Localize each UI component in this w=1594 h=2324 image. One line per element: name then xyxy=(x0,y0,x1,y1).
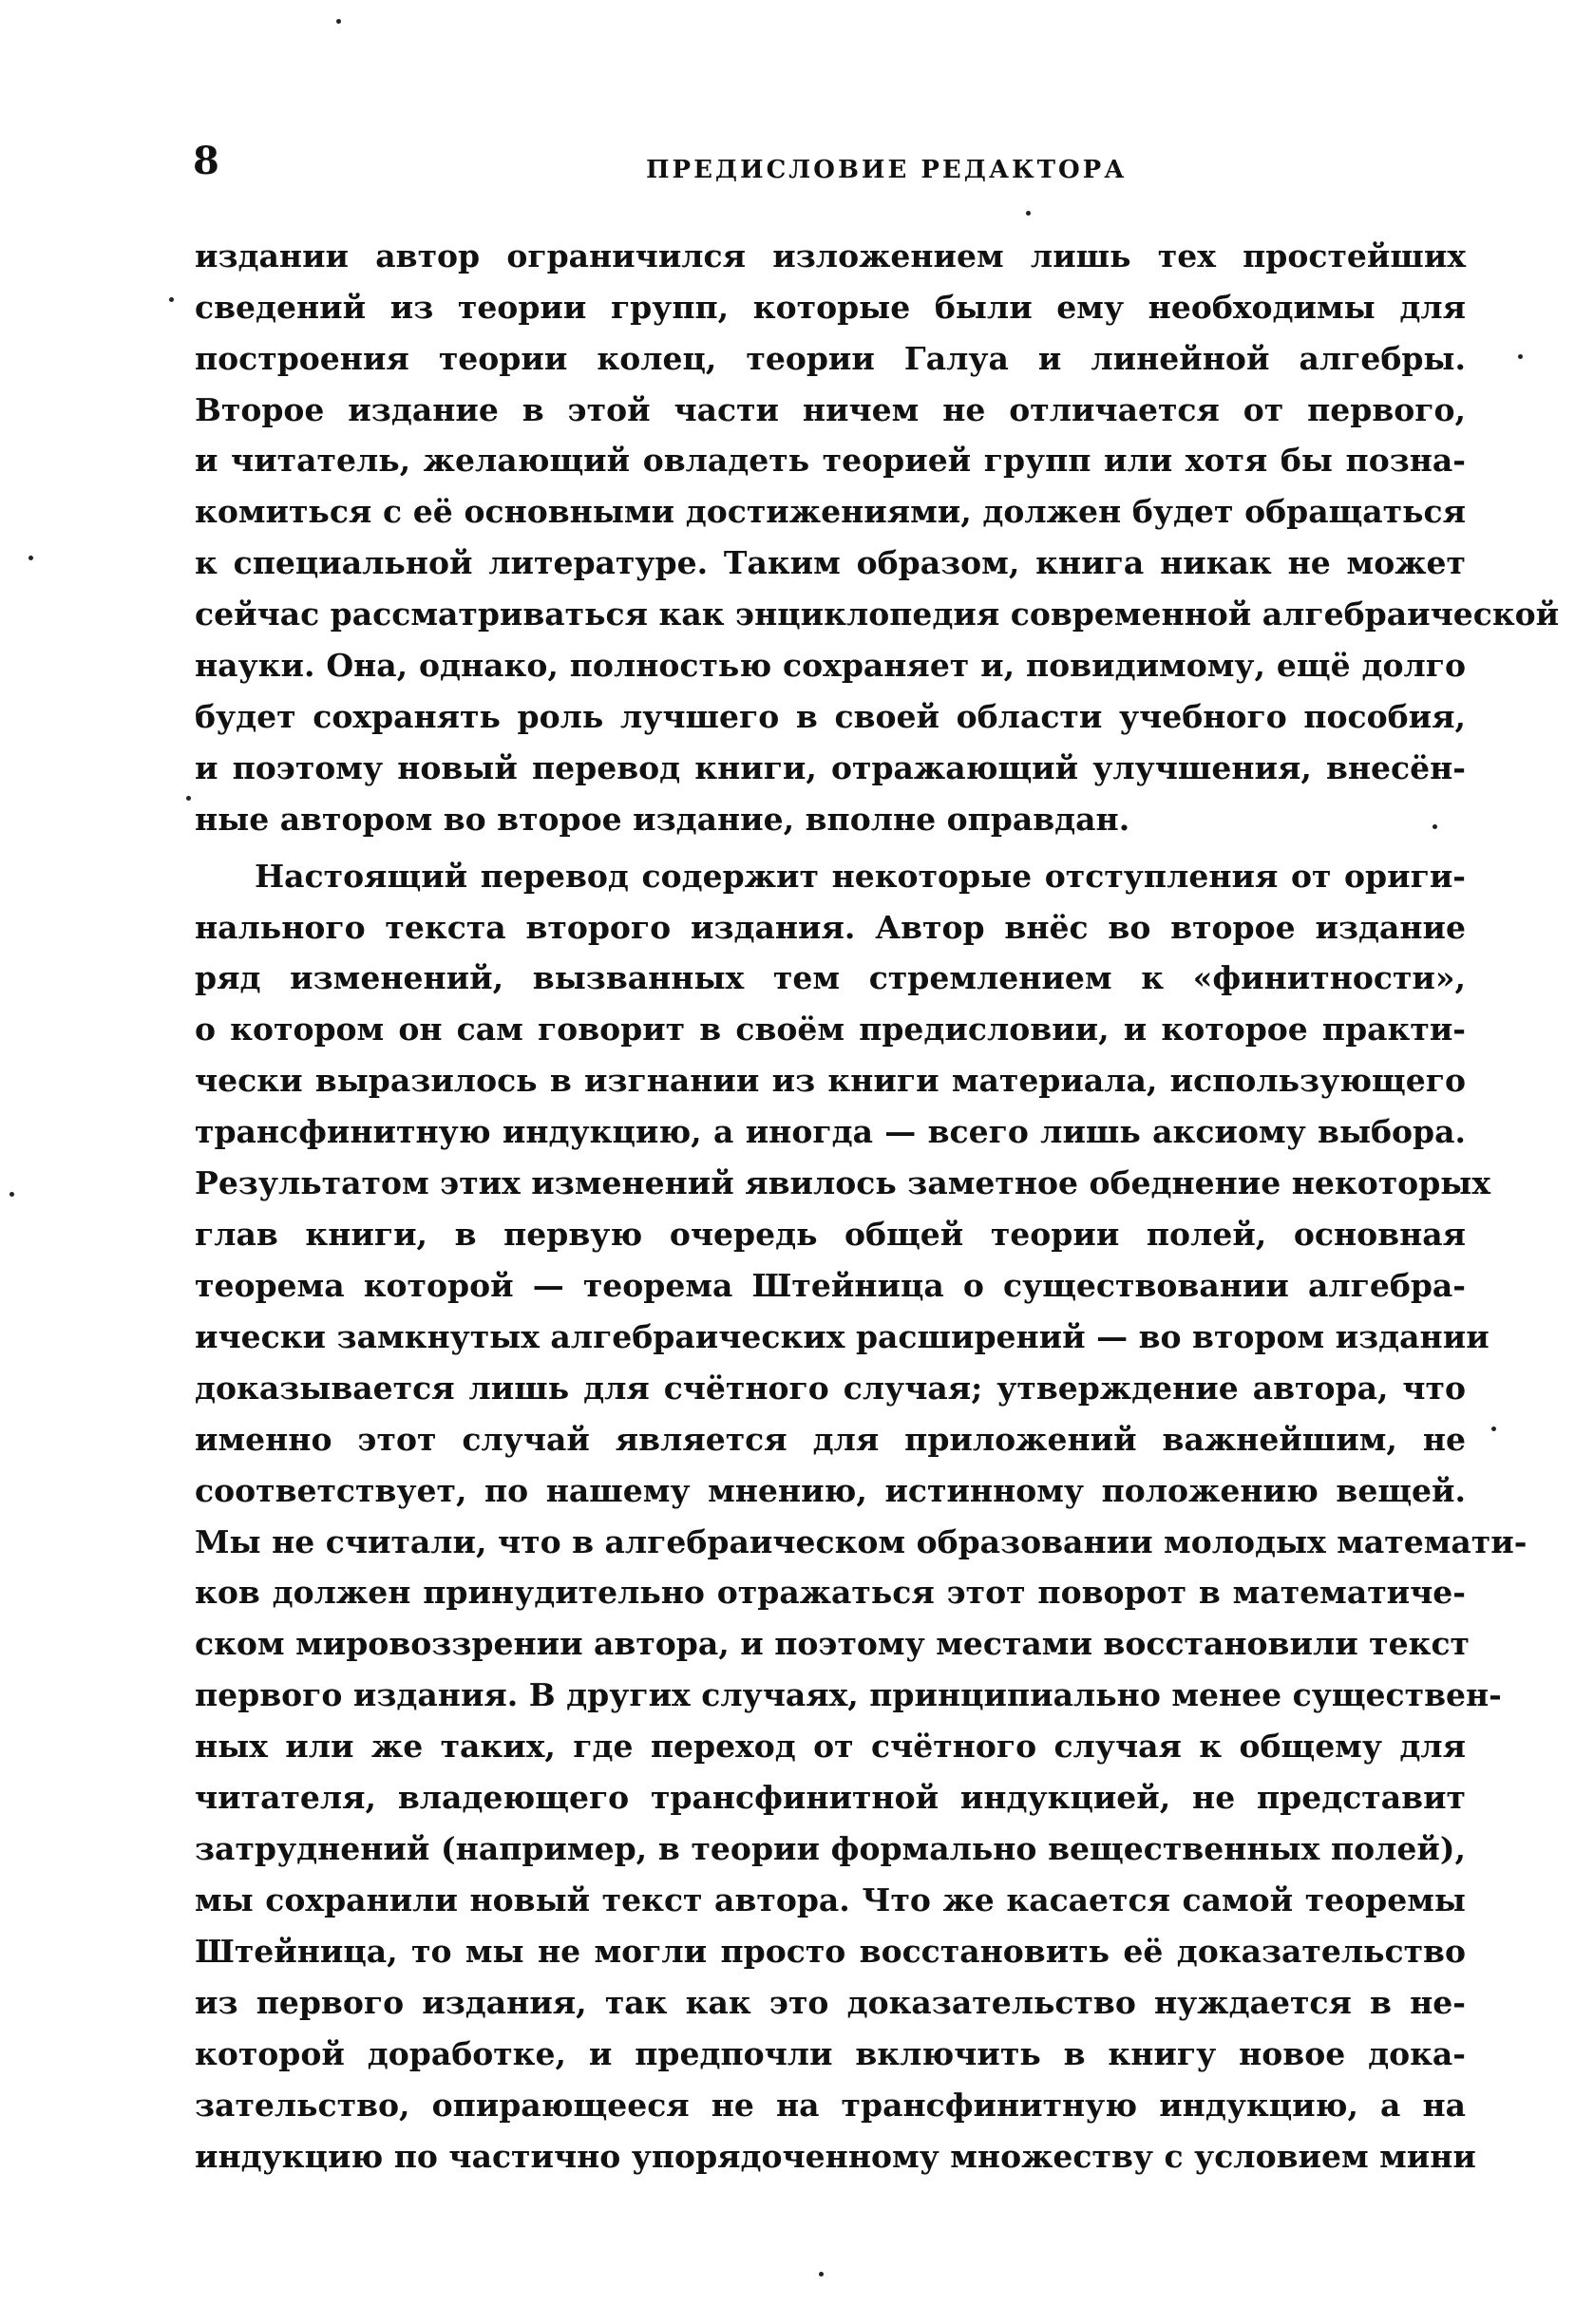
text-line: сведений из теории групп, которые были ему необходимы для xyxy=(195,289,1466,326)
text-line: о котором он сам говорит в своём предисловии, и которое практи- xyxy=(195,1011,1466,1048)
text-line: чески выразилось в изгнании из книги материала, использующего xyxy=(195,1062,1466,1099)
text-line: ском мировоззрении автора, и поэтому местами восстановили текст xyxy=(195,1625,1470,1662)
paragraph-first-line: Настоящий перевод содержит некоторые отступления от ориги- xyxy=(255,858,1466,895)
scan-speck xyxy=(1491,1427,1496,1431)
text-line: первого издания. В других случаях, принципиально менее существен- xyxy=(195,1676,1502,1713)
text-line: глав книги, в первую очередь общей теории полей, основная xyxy=(195,1216,1466,1253)
text-line: затруднений (например, в теории формально вещественных полей), xyxy=(195,1830,1466,1867)
scan-speck xyxy=(336,19,341,24)
text-line: доказывается лишь для счётного случая; утверждение автора, что xyxy=(195,1370,1466,1407)
text-line: ные автором во второе издание, вполне оправдан. xyxy=(195,801,1130,838)
text-line: и читатель, желающий овладеть теорией групп или хотя бы позна- xyxy=(195,442,1466,479)
text-line: индукцию по частично упорядоченному множеству с условием мини xyxy=(195,2138,1476,2175)
scan-speck xyxy=(169,297,174,302)
text-line: Результатом этих изменений явилось заметное обеднение некоторых xyxy=(195,1164,1491,1201)
text-line: построения теории колец, теории Галуа и линейной алгебры. xyxy=(195,340,1466,377)
text-line: ряд изменений, вызванных тем стремлением к «финитности», xyxy=(195,959,1466,996)
text-line: трансфинитную индукцию, а иногда — всего лишь аксиому выбора. xyxy=(195,1113,1466,1150)
text-line: сейчас рассматриваться как энциклопедия современной алгебраической xyxy=(195,595,1560,633)
scan-speck xyxy=(1026,211,1031,216)
running-head: ПРЕДИСЛОВИЕ РЕДАКТОРА xyxy=(646,156,1128,184)
text-line: ков должен принудительно отражаться этот поворот в математиче- xyxy=(195,1574,1466,1611)
scan-speck xyxy=(1433,824,1437,829)
scan-speck xyxy=(1518,354,1523,359)
text-line: из первого издания, так как это доказательство нуждается в не- xyxy=(195,1984,1466,2021)
text-line: которой доработке, и предпочли включить в книгу новое дока- xyxy=(195,2035,1466,2072)
text-line: соответствует, по нашему мнению, истинному положению вещей. xyxy=(195,1472,1466,1509)
text-line: комиться с её основными достижениями, должен будет обращаться xyxy=(195,493,1466,530)
text-line: ных или же таких, где переход от счётного случая к общему для xyxy=(195,1728,1466,1765)
text-line: будет сохранять роль лучшего в своей области учебного пособия, xyxy=(195,698,1466,735)
scan-speck xyxy=(819,2272,824,2277)
text-line: теорема которой — теорема Штейница о существовании алгебра- xyxy=(195,1267,1466,1304)
text-line: к специальной литературе. Таким образом, книга никак не может xyxy=(195,544,1466,581)
scan-speck xyxy=(28,556,33,560)
text-line: Второе издание в этой части ничем не отличается от первого, xyxy=(195,391,1466,428)
text-line: науки. Она, однако, полностью сохраняет и, повидимому, ещё долго xyxy=(195,647,1466,684)
text-line: издании автор ограничился изложением лишь тех простейших xyxy=(195,237,1466,274)
page-number: 8 xyxy=(193,139,219,183)
text-line: мы сохранили новый текст автора. Что же касается самой теоремы xyxy=(195,1881,1466,1918)
text-line: и поэтому новый перевод книги, отражающий улучшения, внесён- xyxy=(195,749,1466,786)
text-line: нального текста второго издания. Автор внёс во второе издание xyxy=(195,909,1466,946)
text-line: Штейница, то мы не могли просто восстановить её доказательство xyxy=(195,1933,1466,1970)
scan-speck xyxy=(186,796,191,801)
text-line: Мы не считали, что в алгебраическом образовании молодых математи- xyxy=(195,1523,1528,1560)
text-line: ически замкнутых алгебраических расширений — во втором издании xyxy=(195,1318,1490,1355)
scan-speck xyxy=(9,1192,14,1197)
text-line: читателя, владеющего трансфинитной индукцией, не представит xyxy=(195,1779,1466,1816)
text-line: зательство, опирающееся не на трансфинитную индукцию, а на xyxy=(195,2087,1466,2124)
text-line: именно этот случай является для приложений важнейшим, не xyxy=(195,1421,1466,1458)
